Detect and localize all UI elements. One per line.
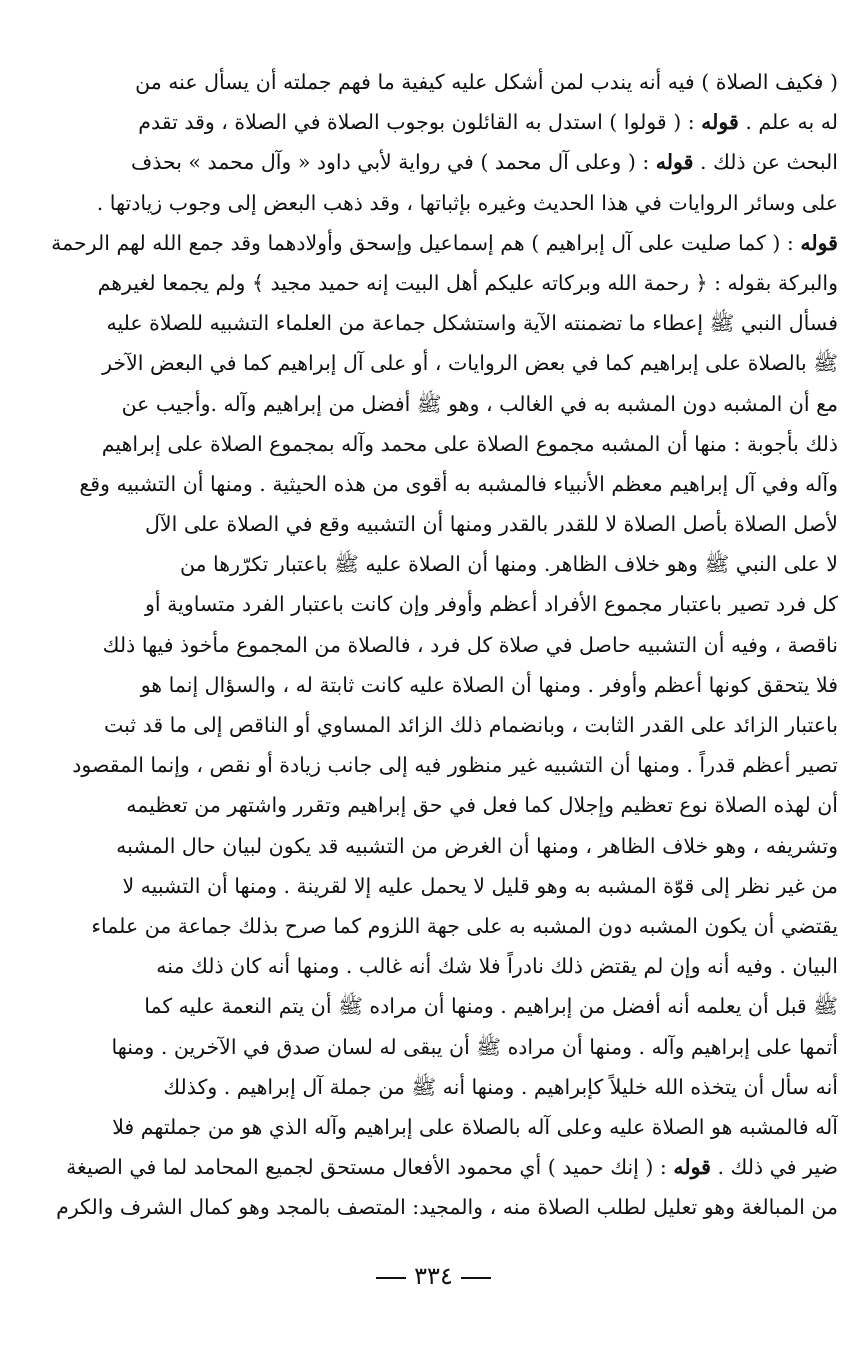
text-line: كل فرد تصير باعتبار مجموع الأفراد أعظم وأوفر وإن كانت باعتبار الفرد متساوية أو bbox=[145, 592, 838, 617]
qawluhu-label: قوله bbox=[800, 230, 838, 255]
footer-dash bbox=[461, 1277, 491, 1279]
text-line: أتمها على إبراهيم وآله . ومنها أن مراده ﷺ أن يبقى له لسان صدق في الآخرين . ومنها bbox=[111, 1034, 838, 1059]
text-line: يقتضي أن يكون المشبه دون المشبه به على جهة اللزوم كما صرح بذلك جماعة من علماء bbox=[91, 913, 838, 938]
text-line: قوله : ( كما صليت على آل إبراهيم ) هم إسماعيل وإسحق وأولادهما وقد جمع الله لهم الرحمة bbox=[51, 230, 838, 255]
qawluhu-label: قوله bbox=[673, 1155, 711, 1180]
page-footer bbox=[0, 1262, 867, 1290]
text-line: وتشريفه ، وهو خلاف الظاهر ، ومنها أن الغرض من التشبيه قد يكون لبيان حال المشبه bbox=[116, 833, 838, 858]
text-line: ﷺ قبل أن يعلمه أنه أفضل من إبراهيم . ومنها أن مراده ﷺ أن يتم النعمة عليه كما bbox=[144, 994, 838, 1019]
text-line: البحث عن ذلك . قوله : ( وعلى آل محمد ) في رواية لأبي داود « وآل محمد » بحذف bbox=[130, 150, 838, 175]
text-line: من غير نظر إلى قوّة المشبه به وهو قليل لا يحمل عليه إلا لقرينة . ومنها أن التشبيه لا bbox=[122, 873, 838, 898]
text-line: ذلك بأجوبة : منها أن المشبه مجموع الصلاة على محمد وآله بمجموع الصلاة على إبراهيم bbox=[101, 431, 838, 456]
qawluhu-label: قوله bbox=[701, 110, 739, 135]
qawluhu-label: قوله bbox=[655, 150, 694, 175]
text-line: ﷺ بالصلاة على إبراهيم كما في بعض الروايات ، أو على آل إبراهيم كما في البعض الآخر bbox=[102, 351, 838, 376]
text-line: باعتبار الزائد على القدر الثابت ، وبانضمام ذلك الزائد المساوي أو الناقص إلى ما قد ثبت bbox=[104, 713, 838, 737]
footer-dash bbox=[376, 1277, 406, 1279]
page-number: ٣٣٤ bbox=[414, 1262, 453, 1290]
text-line: ( فكيف الصلاة ) فيه أنه يندب لمن أشكل عليه كيفية ما فهم جملته أن يسأل عنه من bbox=[135, 70, 838, 94]
text-line: تصير أعظم قدراً . ومنها أن التشبيه غير منظور فيه إلى جانب زيادة أو نقص ، وإنما المقصود bbox=[72, 753, 838, 778]
text-line: لأصل الصلاة بأصل الصلاة لا للقدر بالقدر ومنها أن التشبيه وقع في الصلاة على الآل bbox=[145, 512, 838, 537]
text-line: له به علم . قوله : ( قولوا ) استدل به القائلون بوجوب الصلاة في الصلاة ، وقد تقدم bbox=[138, 110, 838, 135]
text-line: ضير في ذلك . قوله : ( إنك حميد ) أي محمود الأفعال مستحق لجميع المحامد لما في الصيغة bbox=[66, 1155, 838, 1180]
text-line: لا على النبي ﷺ وهو خلاف الظاهر. ومنها أن الصلاة عليه ﷺ باعتبار تكرّرها من bbox=[179, 552, 838, 577]
text-line: على وسائر الروايات في هذا الحديث وغيره بإثباتها ، وقد ذهب البعض إلى وجوب زيادتها . bbox=[96, 190, 838, 215]
text-line: وآله وفي آل إبراهيم معظم الأنبياء فالمشبه به أقوى من هذه الحيثية . ومنها أن التشبيه وقع bbox=[79, 471, 838, 496]
text-line: مع أن المشبه دون المشبه به في الغالب ، وهو ﷺ أفضل من إبراهيم وآله .وأجيب عن bbox=[121, 391, 838, 416]
text-line: من المبالغة وهو تعليل لطلب الصلاة منه ، والمجيد: المتصف بالمجد وهو كمال الشرف والكرم bbox=[56, 1195, 838, 1220]
text-line: فلا يتحقق كونها أعظم وأوفر . ومنها أن الصلاة عليه كانت ثابتة له ، والسؤال إنما هو bbox=[140, 672, 838, 697]
text-line: والبركة بقوله : ﴿ رحمة الله وبركاته عليكم أهل البيت إنه حميد مجيد ﴾ ولم يجمعا لغيرهم bbox=[97, 270, 838, 295]
text-line: ناقصة ، وفيه أن التشبيه حاصل في صلاة كل فرد ، فالصلاة من المجموع مأخوذ فيها ذلك bbox=[102, 632, 838, 657]
text-line: أنه سأل أن يتخذه الله خليلاً كإبراهيم . ومنها أنه ﷺ من جملة آل إبراهيم . وكذلك bbox=[163, 1074, 838, 1099]
page-body bbox=[38, 62, 838, 1227]
text-line: آله فالمشبه هو الصلاة عليه وعلى آله بالصلاة على إبراهيم وآله الذي هو من جملتهم فلا bbox=[112, 1114, 838, 1139]
text-line: البيان . وفيه أنه وإن لم يقتض ذلك نادراً فلا شك أنه غالب . ومنها أنه كان ذلك منه bbox=[156, 954, 838, 979]
text-line: فسأل النبي ﷺ إعطاء ما تضمنته الآية واستشكل جماعة من العلماء التشبيه للصلاة عليه bbox=[106, 311, 838, 336]
text-line: أن لهذه الصلاة نوع تعظيم وإجلال كما فعل في حق إبراهيم وتقرر واشتهر من تعظيمه bbox=[126, 793, 838, 818]
